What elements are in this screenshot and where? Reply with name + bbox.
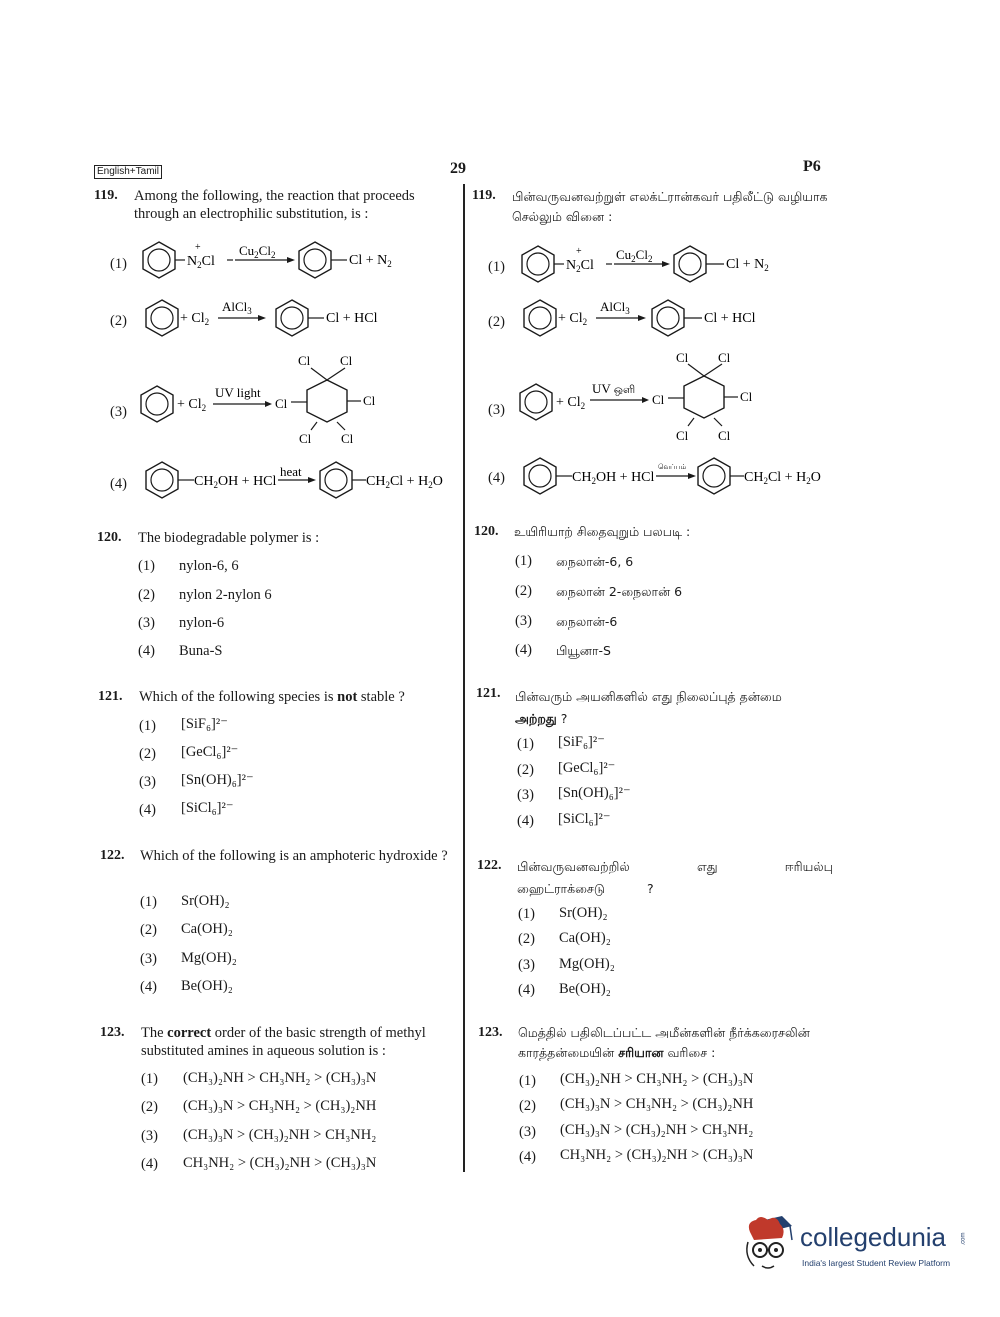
svg-text:CH2OH + HCl: $CH_2OH$ + HCl — [194, 474, 277, 490]
svg-text:Cl + HCl: Cl + HCl — [704, 311, 756, 326]
option-number: (3) — [515, 613, 532, 629]
svg-text:CH2OH + HCl: $CH_2OH$ + HCl — [572, 470, 655, 486]
option-121-2-en: [GeCl₆]²⁻ — [181, 744, 239, 760]
question-text-123-en: The correct order of the basic strength of methyl substituted amines in aqueous solution is : — [141, 1025, 426, 1059]
reaction-119-1-ta — [514, 240, 814, 290]
language-badge: English+Tamil — [94, 165, 162, 179]
question-number-122: 122. — [100, 848, 125, 863]
question-number-120-ta: 120. — [474, 524, 499, 539]
svg-text:N2Cl: $N_2Cl$ — [187, 254, 215, 270]
option-number: (2) — [519, 1098, 536, 1114]
svg-text:வெப்பம்: வெப்பம் — [658, 463, 687, 471]
option-number: (4) — [488, 470, 505, 486]
option-number: (1) — [519, 1073, 536, 1089]
svg-text:Cl: Cl — [363, 393, 376, 408]
question-text-121-ta: பின்வரும் அயனிகளில் எது நிலைப்புத் தன்மை அற்றது ? — [515, 689, 782, 726]
emphasis-not: not — [337, 689, 358, 705]
option-number: (3) — [140, 951, 157, 967]
question-number-123-ta: 123. — [478, 1025, 503, 1040]
option-120-1-ta: நைலான்-6, 6 — [556, 554, 634, 569]
reaction-119-4-en — [138, 456, 458, 506]
option-120-3-en: nylon-6 — [179, 615, 225, 631]
svg-text:+ Cl2: + $Cl_2$ — [180, 311, 210, 327]
option-number: (1) — [517, 736, 534, 752]
option-number: (3) — [139, 774, 156, 790]
question-text-121-en: Which of the following species is not stable ? — [139, 689, 405, 705]
reaction-119-3-en — [135, 350, 435, 450]
option-number: (1) — [518, 906, 535, 922]
option-122-4-ta: Be(OH)₂ — [559, 981, 611, 997]
option-123-2-ta: (CH₃)₃N > CH₃NH₂ > (CH₃)₂NH — [560, 1096, 754, 1112]
logo-tagline: India's largest Student Review Platform — [802, 1258, 951, 1268]
option-121-1-en: [SiF₆]²⁻ — [181, 716, 228, 732]
svg-text:Cl: Cl — [740, 389, 753, 404]
option-120-3-ta: நைலான்-6 — [556, 614, 618, 629]
option-120-1-en: nylon-6, 6 — [179, 558, 239, 574]
option-123-1-ta: (CH₃)₂NH > CH₃NH₂ > (CH₃)₃N — [560, 1071, 754, 1087]
paper-code: P6 — [803, 158, 821, 175]
question-number-121: 121. — [98, 689, 123, 704]
option-number: (4) — [139, 802, 156, 818]
svg-text:+ Cl2: + $Cl_2$ — [558, 311, 588, 327]
option-number: (1) — [138, 558, 155, 574]
svg-text:AlCl3: AlCl$_3$ — [222, 299, 252, 316]
question-text-120-en: The biodegradable polymer is : — [138, 530, 320, 546]
question-text-119-en: Among the following, the reaction that proceeds through an electrophilic substitution, is : — [134, 188, 415, 222]
option-122-1-en: Sr(OH)₂ — [181, 893, 230, 909]
question-text-119-ta: பின்வருவனவற்றுள் எலக்ட்ரான்கவர் பதிலீட்டு வழியாக செல்லும் வினை : — [512, 189, 828, 224]
reaction-119-4-ta — [516, 452, 836, 502]
question-text-122-en: Which of the following is an amphoteric hydroxide ? — [140, 848, 448, 864]
option-123-3-en: (CH₃)₃N > (CH₃)₂NH > CH₃NH₂ — [183, 1127, 377, 1143]
option-number: (3) — [518, 957, 535, 973]
option-number: (2) — [141, 1099, 158, 1115]
svg-text:UV light: UV light — [215, 385, 261, 400]
svg-text:+ Cl2: + $Cl_2$ — [556, 395, 586, 411]
reaction-119-2-en — [138, 294, 438, 344]
option-122-4-en: Be(OH)₂ — [181, 978, 233, 994]
option-123-3-ta: (CH₃)₃N > (CH₃)₂NH > CH₃NH₂ — [560, 1122, 754, 1138]
option-122-3-ta: Mg(OH)₂ — [559, 956, 615, 972]
question-text-122-ta: பின்வருவனவற்றில் எது ஈரியல்பு ஹைட்ராக்சைடு ? — [517, 859, 833, 896]
question-number-119-ta: 119. — [472, 188, 496, 203]
option-number: (4) — [110, 476, 127, 492]
option-121-4-en: [SiCl₆]²⁻ — [181, 800, 234, 816]
logo-suffix: .com — [960, 1232, 967, 1246]
option-123-4-en: CH₃NH₂ > (CH₃)₂NH > (CH₃)₃N — [183, 1155, 377, 1171]
option-122-2-ta: Ca(OH)₂ — [559, 930, 611, 946]
svg-text:AlCl3: AlCl$_3$ — [600, 299, 630, 316]
mascot-icon — [742, 1212, 798, 1282]
svg-text:Cl + HCl: Cl + HCl — [326, 311, 378, 326]
question-number-120: 120. — [97, 530, 122, 545]
option-number: (4) — [518, 982, 535, 998]
option-121-1-ta: [SiF₆]²⁻ — [558, 734, 605, 750]
reaction-119-3-ta — [512, 348, 812, 448]
svg-text:heat: heat — [280, 464, 302, 479]
option-number: (3) — [138, 615, 155, 631]
option-number: (1) — [515, 553, 532, 569]
option-number: (1) — [140, 894, 157, 910]
option-number: (4) — [519, 1149, 536, 1165]
option-number: (1) — [110, 256, 127, 272]
option-number: (2) — [140, 922, 157, 938]
option-number: (1) — [139, 718, 156, 734]
option-number: (3) — [488, 402, 505, 418]
option-number: (2) — [139, 746, 156, 762]
svg-text:+: + — [195, 242, 201, 253]
option-number: (4) — [141, 1156, 158, 1172]
option-120-2-ta: நைலான் 2-நைலான் 6 — [556, 584, 683, 599]
emphasis-not-ta: அற்றது — [515, 711, 557, 726]
collegedunia-logo[interactable] — [742, 1212, 972, 1282]
option-122-2-en: Ca(OH)₂ — [181, 921, 233, 937]
option-122-1-ta: Sr(OH)₂ — [559, 905, 608, 921]
svg-text:+: + — [576, 246, 582, 257]
page-number: 29 — [450, 160, 466, 177]
question-number-122-ta: 122. — [477, 858, 502, 873]
svg-text:Cl + N2: $Cl + N_2$ — [726, 257, 769, 273]
option-121-4-ta: [SiCl₆]²⁻ — [558, 811, 611, 827]
svg-text:CH2Cl + H2O: $CH_2Cl + H_2O$ — [366, 474, 443, 490]
option-number: (1) — [141, 1071, 158, 1087]
option-number: (3) — [110, 404, 127, 420]
svg-text:Cl: Cl — [676, 350, 689, 365]
option-number: (2) — [138, 587, 155, 603]
option-number: (2) — [488, 314, 505, 330]
option-123-1-en: (CH₃)₂NH > CH₃NH₂ > (CH₃)₃N — [183, 1070, 377, 1086]
svg-text:Cl + N2: $Cl + N_2$ — [349, 253, 392, 269]
question-text-120-ta: உயிரியாற் சிதைவுறும் பலபடி : — [514, 524, 691, 539]
option-123-2-en: (CH₃)₃N > CH₃NH₂ > (CH₃)₂NH — [183, 1098, 377, 1114]
question-number-119: 119. — [94, 188, 118, 203]
svg-text:Cl: Cl — [341, 431, 354, 446]
option-number: (2) — [518, 931, 535, 947]
option-number: (4) — [138, 643, 155, 659]
option-number: (4) — [140, 979, 157, 995]
svg-text:Cu2Cl2: $Cu_2Cl_2$ — [616, 247, 653, 264]
option-number: (4) — [515, 642, 532, 658]
option-121-2-ta: [GeCl₆]²⁻ — [558, 760, 616, 776]
question-number-121-ta: 121. — [476, 686, 501, 701]
reaction-119-2-ta — [516, 294, 816, 344]
option-number: (2) — [517, 762, 534, 778]
option-121-3-ta: [Sn(OH)₆]²⁻ — [558, 785, 631, 801]
option-120-4-ta: பியூனா-S — [556, 643, 611, 658]
svg-text:Cl: Cl — [652, 392, 665, 407]
svg-text:UV ஒளி: UV ஒளி — [592, 381, 636, 396]
svg-text:Cl: Cl — [718, 350, 731, 365]
option-number: (3) — [519, 1124, 536, 1140]
svg-text:+ Cl2: + $Cl_2$ — [177, 397, 207, 413]
option-number: (3) — [517, 787, 534, 803]
option-number: (3) — [141, 1128, 158, 1144]
svg-text:CH2Cl + H2O: $CH_2Cl + H_2O$ — [744, 470, 821, 486]
svg-text:Cl: Cl — [299, 431, 312, 446]
svg-text:N2Cl: $N_2Cl$ — [566, 258, 594, 274]
option-120-2-en: nylon 2-nylon 6 — [179, 587, 272, 603]
svg-text:Cl: Cl — [676, 428, 689, 443]
option-120-4-en: Buna-S — [179, 643, 223, 659]
svg-text:Cl: Cl — [275, 396, 288, 411]
svg-text:Cl: Cl — [298, 353, 311, 368]
reaction-119-1-en — [135, 236, 435, 286]
option-122-3-en: Mg(OH)₂ — [181, 950, 237, 966]
option-number: (2) — [515, 583, 532, 599]
option-123-4-ta: CH₃NH₂ > (CH₃)₂NH > (CH₃)₃N — [560, 1147, 754, 1163]
option-number: (4) — [517, 813, 534, 829]
svg-text:Cu2Cl2: $Cu_2Cl_2$ — [239, 243, 276, 260]
emphasis-correct: correct — [167, 1025, 212, 1041]
svg-text:Cl: Cl — [340, 353, 353, 368]
option-number: (2) — [110, 313, 127, 329]
svg-text:Cl: Cl — [718, 428, 731, 443]
question-text-123-ta: மெத்தில் பதிலிடப்பட்ட அமீன்களின் நீர்க்கரைசலின் காரத்தன்மையின் சரியான வரிசை : — [518, 1025, 810, 1060]
emphasis-correct-ta: சரியான — [618, 1045, 664, 1060]
option-121-3-en: [Sn(OH)₆]²⁻ — [181, 772, 254, 788]
logo-wordmark: collegedunia — [800, 1222, 947, 1252]
option-number: (1) — [488, 259, 505, 275]
question-number-123: 123. — [100, 1025, 125, 1040]
column-divider — [463, 184, 465, 1172]
